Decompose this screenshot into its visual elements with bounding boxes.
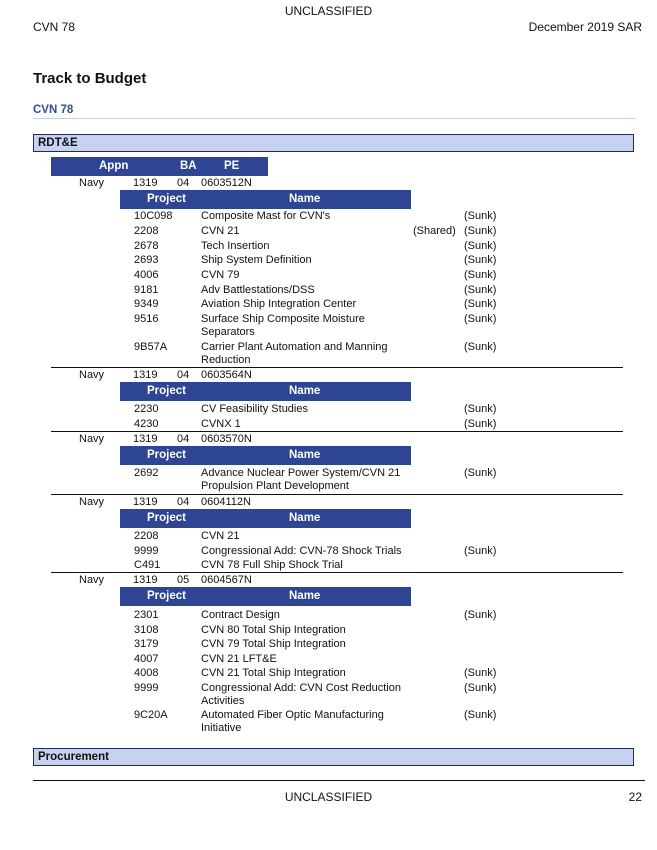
project-name: CVN 21	[201, 225, 240, 237]
block-pe: 0603564N	[201, 369, 252, 381]
project-status: (Sunk)	[464, 467, 497, 479]
project-status: (Sunk)	[464, 240, 497, 252]
block-appn: Navy	[79, 496, 105, 508]
project-name: Adv Battlestations/DSS	[201, 284, 315, 296]
block-separator-rule	[51, 572, 623, 573]
ba-col-header: BA	[180, 160, 197, 172]
project-id: 9C20A	[134, 709, 168, 721]
project-name: CVNX 1	[201, 418, 241, 430]
project-status: (Sunk)	[464, 709, 497, 721]
project-name: CVN 21 Total Ship Integration	[201, 667, 346, 679]
section-procurement-label: Procurement	[38, 751, 109, 763]
project-id: 9181	[134, 284, 159, 296]
project-status: (Sunk)	[464, 609, 497, 621]
project-id: 4230	[134, 418, 159, 430]
project-name: CVN 80 Total Ship Integration	[201, 624, 346, 636]
project-name: Reduction	[201, 354, 251, 366]
project-id: 4007	[134, 653, 159, 665]
project-name: Advance Nuclear Power System/CVN 21	[201, 467, 401, 479]
project-name: Automated Fiber Optic Manufacturing	[201, 709, 384, 721]
section-rdte-bar	[33, 134, 634, 152]
footer-rule	[33, 780, 645, 781]
project-name: CVN 79	[201, 269, 240, 281]
project-status: (Sunk)	[464, 667, 497, 679]
project-name: Contract Design	[201, 609, 280, 621]
project-status: (Sunk)	[464, 682, 497, 694]
name-col-header: Name	[289, 512, 321, 524]
block-ba: 04	[177, 433, 190, 445]
project-name: Ship System Definition	[201, 254, 312, 266]
project-id: 2301	[134, 609, 159, 621]
project-id: 4008	[134, 667, 159, 679]
project-col-header: Project	[147, 590, 186, 602]
project-status: (Sunk)	[464, 298, 497, 310]
project-name: CVN 78 Full Ship Shock Trial	[201, 559, 343, 571]
subtitle-rule	[33, 118, 636, 119]
project-name: Propulsion Plant Development	[201, 480, 349, 492]
name-col-header: Name	[289, 385, 321, 397]
block-appn-code: 1319	[133, 369, 158, 381]
project-name: CVN 79 Total Ship Integration	[201, 638, 346, 650]
page-title: Track to Budget	[33, 70, 147, 87]
name-col-header: Name	[289, 449, 321, 461]
block-appn-code: 1319	[133, 496, 158, 508]
project-header-bar	[120, 190, 411, 209]
project-id: 9B57A	[134, 341, 168, 353]
name-col-header: Name	[289, 590, 321, 602]
project-name: Tech Insertion	[201, 240, 270, 252]
project-name: Initiative	[201, 722, 242, 734]
block-separator-rule	[51, 367, 623, 368]
project-id: 9999	[134, 682, 159, 694]
project-status: (Sunk)	[464, 545, 497, 557]
block-appn-code: 1319	[133, 574, 158, 586]
project-status: (Sunk)	[464, 254, 497, 266]
appn-col-header: Appn	[99, 160, 129, 172]
block-appn: Navy	[79, 574, 105, 586]
block-pe: 0604112N	[201, 496, 251, 508]
footer-classification: UNCLASSIFIED	[284, 790, 373, 804]
project-status: (Sunk)	[464, 313, 497, 325]
block-ba: 04	[177, 496, 190, 508]
project-id: 2208	[134, 530, 159, 542]
project-id: 2692	[134, 467, 159, 479]
block-ba: 05	[177, 574, 190, 586]
project-id: 4006	[134, 269, 159, 281]
project-id: 3108	[134, 624, 159, 636]
project-name: Separators	[201, 326, 255, 338]
project-status: (Sunk)	[464, 341, 497, 353]
project-header-bar	[120, 587, 411, 606]
project-col-header: Project	[147, 193, 186, 205]
project-name: Congressional Add: CVN Cost Reduction	[201, 682, 401, 694]
project-id: C491	[134, 559, 161, 571]
project-id: 2230	[134, 403, 159, 415]
section-procurement-bar	[33, 748, 634, 766]
project-col-header: Project	[147, 512, 186, 524]
project-status: (Sunk)	[464, 418, 497, 430]
project-name: Composite Mast for CVN's	[201, 210, 331, 222]
block-pe: 0603512N	[201, 177, 252, 189]
section-rdte-label: RDT&E	[38, 137, 78, 149]
block-separator-rule	[51, 494, 623, 495]
header-program: CVN 78	[33, 20, 76, 34]
block-appn-code: 1319	[133, 177, 158, 189]
page-number: 22	[628, 790, 642, 804]
project-status: (Sunk)	[464, 225, 497, 237]
project-shared-flag: (Shared)	[413, 225, 456, 237]
name-col-header: Name	[289, 193, 321, 205]
block-ba: 04	[177, 369, 190, 381]
appn-header-bar	[51, 157, 268, 176]
header-classification: UNCLASSIFIED	[284, 4, 373, 18]
project-name: CV Feasibility Studies	[201, 403, 308, 415]
project-id: 9999	[134, 545, 159, 557]
block-appn: Navy	[79, 369, 105, 381]
project-status: (Sunk)	[464, 269, 497, 281]
block-appn: Navy	[79, 433, 105, 445]
project-header-bar	[120, 509, 411, 528]
project-header-bar	[120, 382, 411, 401]
project-name: CVN 21	[201, 530, 240, 542]
project-id: 10C098	[134, 210, 173, 222]
project-name: Aviation Ship Integration Center	[201, 298, 357, 310]
pe-col-header: PE	[224, 160, 240, 172]
project-id: 2693	[134, 254, 159, 266]
project-name: Congressional Add: CVN-78 Shock Trials	[201, 545, 402, 557]
block-pe: 0603570N	[201, 433, 252, 445]
project-id: 9349	[134, 298, 159, 310]
project-col-header: Project	[147, 449, 186, 461]
project-id: 2208	[134, 225, 159, 237]
project-id: 3179	[134, 638, 159, 650]
block-appn-code: 1319	[133, 433, 158, 445]
project-name: Carrier Plant Automation and Manning	[201, 341, 388, 353]
project-name: Activities	[201, 695, 245, 707]
block-appn: Navy	[79, 177, 105, 189]
project-status: (Sunk)	[464, 284, 497, 296]
project-id: 9516	[134, 313, 159, 325]
project-col-header: Project	[147, 385, 186, 397]
block-pe: 0604567N	[201, 574, 252, 586]
block-ba: 04	[177, 177, 190, 189]
project-status: (Sunk)	[464, 403, 497, 415]
project-header-bar	[120, 446, 411, 465]
project-status: (Sunk)	[464, 210, 497, 222]
page-subtitle: CVN 78	[33, 104, 74, 116]
project-name: Surface Ship Composite Moisture	[201, 313, 365, 325]
project-name: CVN 21 LFT&E	[201, 653, 277, 665]
project-id: 2678	[134, 240, 159, 252]
block-separator-rule	[51, 431, 623, 432]
header-report-date: December 2019 SAR	[528, 20, 642, 34]
